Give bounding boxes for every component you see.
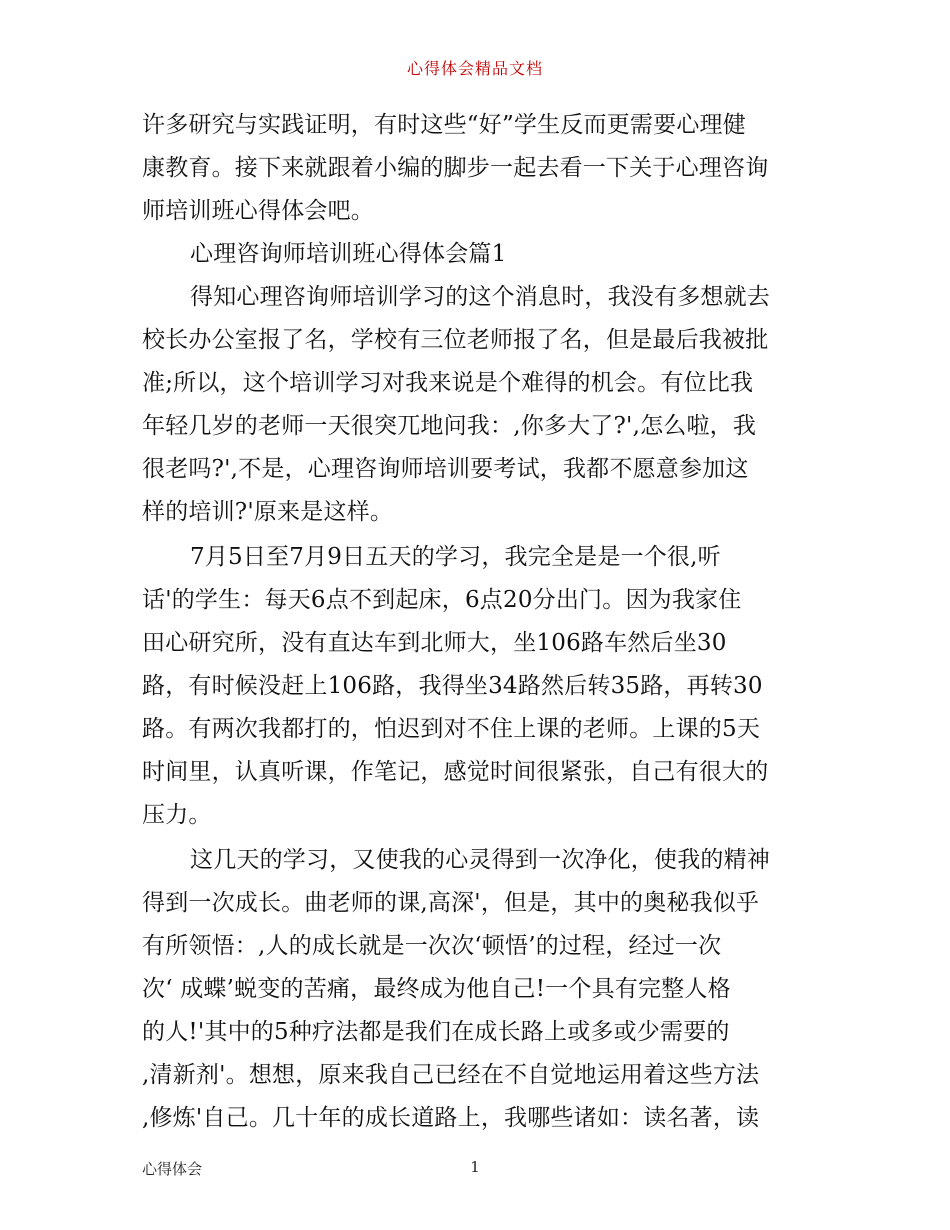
- text-line: 校长办公室报了名，学校有三位老师报了名，但是最后我被批: [142, 327, 769, 353]
- page-number: 1: [470, 1158, 480, 1176]
- text-line: 压力。: [142, 802, 212, 828]
- text-line: 许多研究与实践证明，有时这些“好”学生反而更需要心理健: [142, 112, 746, 138]
- text-line: 准;所以，这个培训学习对我来说是个难得的机会。有位比我: [142, 370, 754, 396]
- text-line: 田心研究所，没有直达车到北师大，坐106路车然后坐30: [142, 630, 727, 656]
- footer-label: 心得体会: [142, 1160, 203, 1178]
- text-line: 得知心理咨询师培训学习的这个消息时，我没有多想就去: [190, 284, 770, 310]
- text-line: 次‘ 成蝶’蜕变的苦痛，最终成为他自己!一个具有完整人格: [142, 976, 731, 1002]
- text-line: 很老吗?',不是，心理咨询师培训要考试，我都不愿意参加这: [142, 456, 749, 482]
- text-line: ,修炼'自己。几十年的成长道路上，我哪些诸如：读名著，读: [142, 1105, 760, 1131]
- text-line: 得到一次成长。曲老师的课,高深'，但是，其中的奥秘我似乎: [142, 890, 760, 916]
- text-line: 样的培训?'原来是这样。: [142, 499, 394, 525]
- document-header-title: 心得体会精品文档: [406, 59, 543, 78]
- text-line: 师培训班心得体会吧。: [142, 198, 374, 224]
- text-line: 话'的学生：每天6点不到起床，6点20分出门。因为我家住: [142, 587, 742, 613]
- text-line: 年轻几岁的老师一天很突兀地问我：,你多大了?',怎么啦，我: [142, 413, 757, 439]
- text-line: 7月5日至7月9日五天的学习，我完全是是一个很,听: [190, 544, 721, 570]
- document-body: [142, 104, 810, 1140]
- text-line: 康教育。接下来就跟着小编的脚步一起去看一下关于心理咨询: [142, 155, 769, 181]
- text-line: 的人!'其中的5种疗法都是我们在成长路上或多或少需要的: [142, 1019, 730, 1045]
- text-line: 心理咨询师培训班心得体会篇1: [190, 241, 507, 267]
- text-line: ,清新剂'。想想，原来我自己已经在不自觉地运用着这些方法: [142, 1062, 760, 1088]
- text-line: 这几天的学习，又使我的心灵得到一次净化，使我的精神: [190, 847, 770, 873]
- text-line: 时间里，认真听课，作笔记，感觉时间很紧张，自己有很大的: [142, 759, 769, 785]
- text-line: 路。有两次我都打的，怕迟到对不住上课的老师。上课的5天: [142, 716, 761, 742]
- text-line: 路，有时候没赶上106路，我得坐34路然后转35路，再转30: [142, 673, 763, 699]
- text-line: 有所领悟：,人的成长就是一次次‘顿悟’的过程，经过一次: [142, 933, 722, 959]
